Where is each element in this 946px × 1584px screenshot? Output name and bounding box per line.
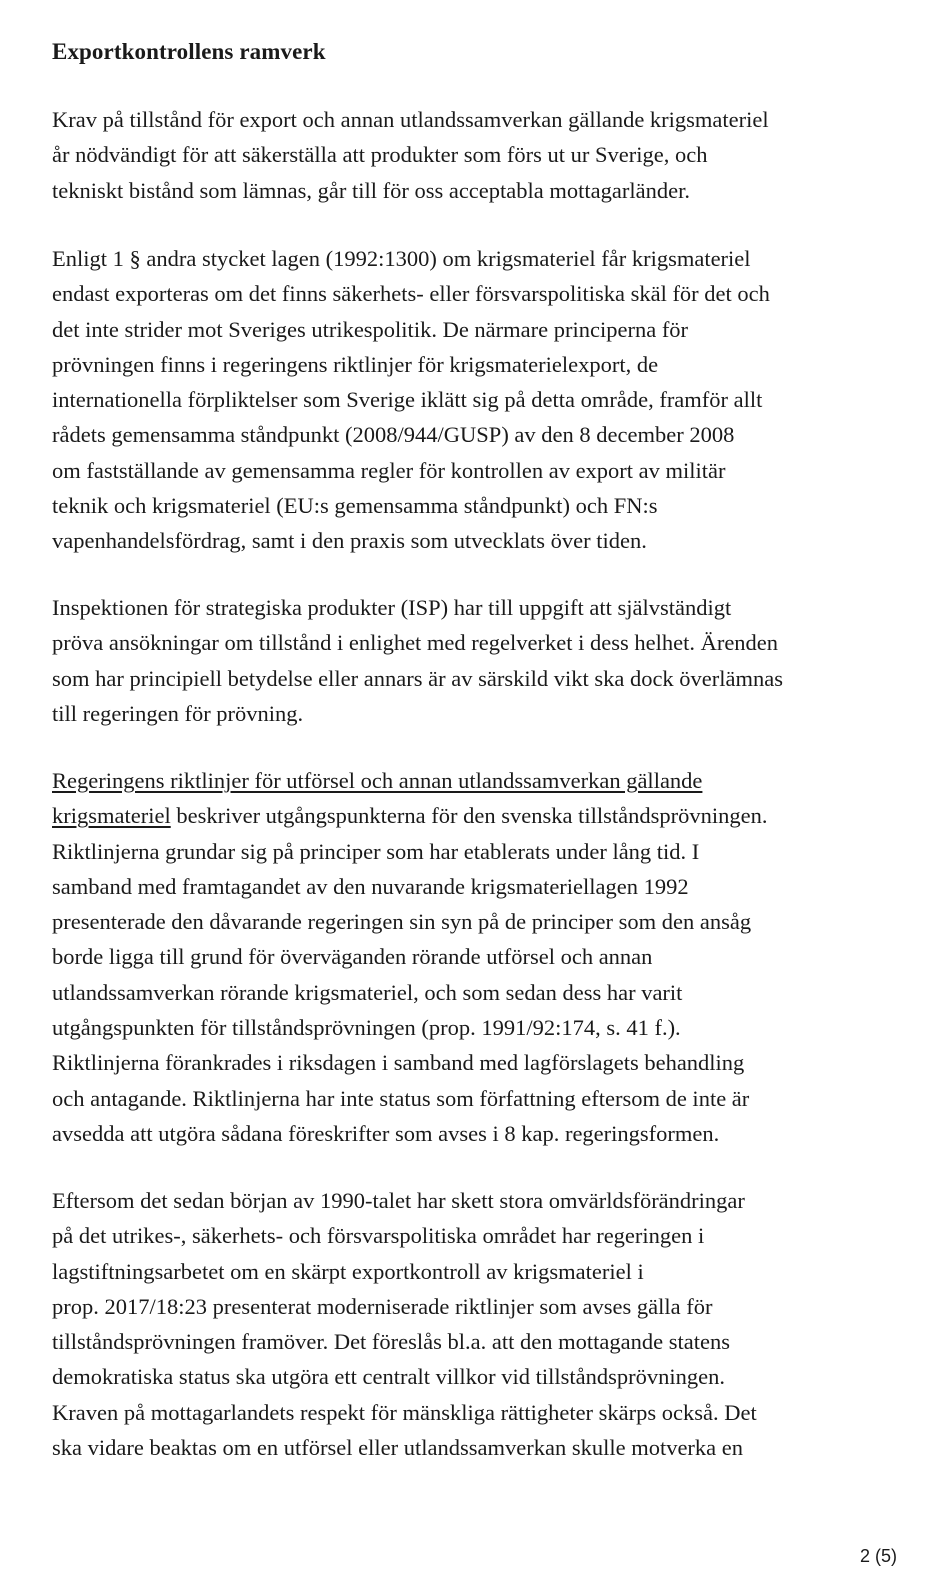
paragraph-modernised-guidelines: Eftersom det sedan början av 1990-talet har skett stora omvärldsförändringar på det utrikes-, säkerhets- och försvarspolitiska området har regeringen i lagstiftningsarbetet om en skärpt exportkontroll av krigsmateriel i prop. 2017/18:23 presenterat moderniserade riktlinjer som avses gälla för tillståndsprövningen framöver. Det föreslås bl.a. att den mottagande statens demokratiska status ska utgöra ett centralt villkor vid tillståndsprövningen. Kraven på mottagarlandets respekt för mänskliga rättigheter skärps också. Det ska vidare beaktas om en utförsel eller utlandssamverkan skulle motverka en xyxy=(52,1188,757,1461)
paragraph-export-permit: Krav på tillstånd för export och annan utlandssamverkan gällande krigsmateriel år nödvändigt för att säkerställa att produkter som förs ut ur Sverige, och tekniskt bistånd som lämnas, går till för oss acceptabla mottagarländer. xyxy=(52,107,769,203)
page-number: 2 (5) xyxy=(860,1546,898,1566)
guidelines-link[interactable]: Regeringens riktlinjer för utförsel och annan utlandssamverkan gällande krigsmateriel xyxy=(52,768,703,829)
guidelines-paragraph-text: beskriver utgångspunkterna för den svenska tillståndsprövningen. Riktlinjerna grundar sig på principer som har etablerats under lång tid. I samband med framtagandet av den nuvarande krigsmateriellagen 1992 presenterade den dåvarande regeringen sin syn på de principer som den ansåg borde ligga till grund för överväganden rörande utförsel och annan utlandssamverkan rörande krigsmateriel, och som sedan dess har varit utgångspunkten för tillståndsprövningen (prop. 1991/92:174, s. 41 f.). Riktlinjerna förankrades i riksdagen i samband med lagförslagets behandling och antagande. Riktlinjerna har inte status som författning eftersom de inte är avsedda att utgöra sådana föreskrifter som avses i 8 kap. regeringsformen. xyxy=(52,803,768,1146)
paragraph-government-guidelines xyxy=(52,763,922,1151)
paragraph-legal-basis: Enligt 1 § andra stycket lagen (1992:1300) om krigsmateriel får krigsmateriel endast exporteras om det finns säkerhets- eller försvarspolitiska skäl för det och det inte strider mot Sveriges utrikespolitik. De närmare principerna för prövningen finns i regeringens riktlinjer för krigsmaterielexport, de internationella förpliktelser som Sverige iklätt sig på detta område, framför allt rådets gemensamma ståndpunkt (2008/944/GUSP) av den 8 december 2008 om fastställande av gemensamma regler för kontrollen av export av militär teknik och krigsmateriel (EU:s gemensamma ståndpunkt) och FN:s vapenhandelsfördrag, samt i den praxis som utvecklats över tiden. xyxy=(52,246,770,554)
section-heading: Exportkontrollens ramverk xyxy=(52,39,326,64)
paragraph-isp-role: Inspektionen för strategiska produkter (ISP) har till uppgift att självständigt pröva ansökningar om tillstånd i enlighet med regelverket i dess helhet. Ärenden som har principiell betydelse eller annars är av särskild vikt ska dock överlämnas till regeringen för prövning. xyxy=(52,595,784,726)
